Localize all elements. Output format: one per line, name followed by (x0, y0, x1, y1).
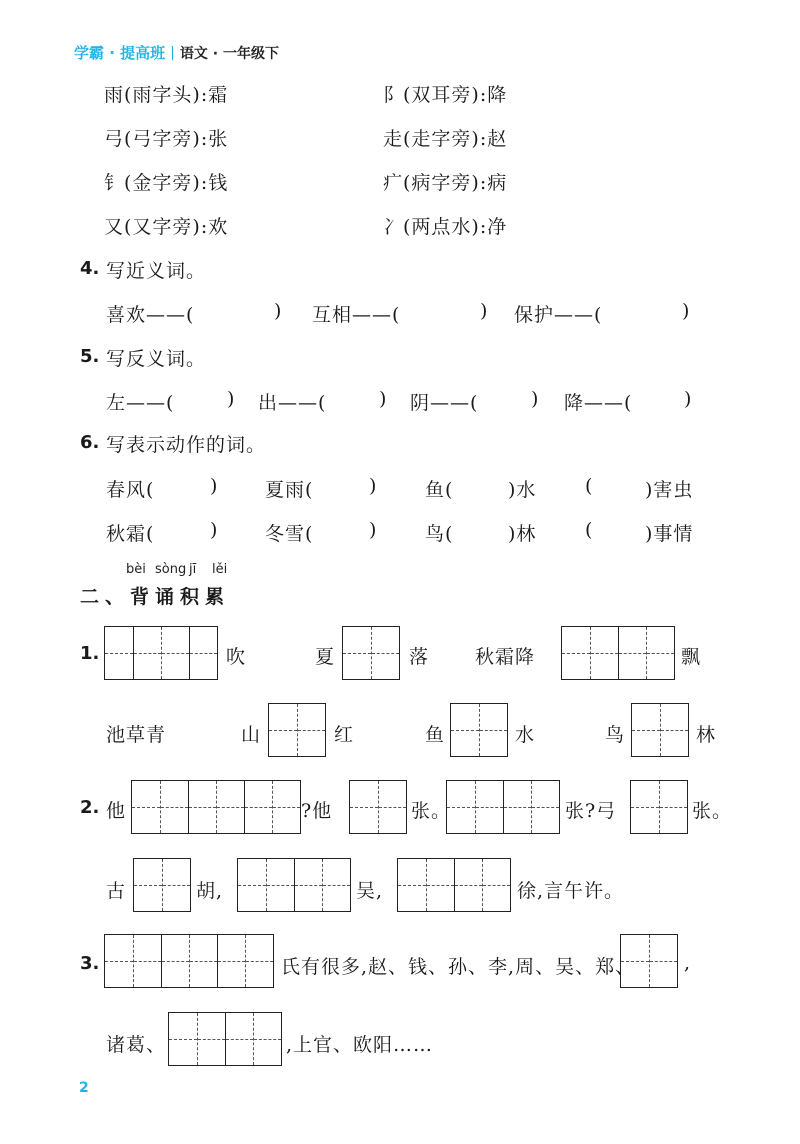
antonym-prompt: 出——( (258, 392, 327, 414)
radical-item: 疒(病字旁):病 (383, 172, 508, 194)
radical-item: 雨(雨字头):霜 (104, 84, 229, 106)
pinyin: jī (189, 562, 197, 577)
poem-text: 鸟 (605, 724, 626, 746)
radical-item: 走(走字旁):赵 (383, 128, 508, 150)
subject-label: 语文 · 一年级下 (179, 45, 279, 62)
answer-grid[interactable] (561, 626, 675, 680)
question-title: 写反义词。 (106, 348, 207, 370)
poem-text: 吹 (226, 646, 247, 668)
answer-grid[interactable] (397, 858, 511, 912)
action-prompt: )事情 (645, 523, 694, 545)
answer-grid[interactable] (620, 934, 678, 988)
header-divider: | (170, 44, 175, 61)
paren-close: ) (531, 388, 540, 410)
verse-text: ?他 (301, 800, 333, 822)
poem-text: 夏 (315, 646, 336, 668)
question-number: 1. (80, 643, 100, 664)
answer-grid[interactable] (446, 780, 560, 834)
radical-item: 钅(金字旁):钱 (104, 172, 229, 194)
paren-open: ( (585, 475, 594, 497)
answer-grid[interactable] (237, 858, 351, 912)
synonym-prompt: 喜欢——( (106, 304, 195, 326)
poem-text: 鱼 (425, 724, 446, 746)
answer-grid[interactable] (168, 1012, 282, 1066)
answer-grid[interactable] (133, 858, 191, 912)
action-prompt: 秋霜( (106, 523, 155, 545)
answer-grid[interactable] (104, 934, 274, 988)
verse-text: 氏有很多,赵、钱、孙、李,周、吴、郑、 (281, 956, 636, 978)
paren-close: ) (379, 388, 388, 410)
page-header (74, 42, 279, 63)
verse-text: 张。 (411, 800, 452, 822)
poem-text: 红 (334, 724, 355, 746)
verse-text: 张?弓 (565, 800, 617, 822)
answer-grid[interactable] (268, 703, 326, 757)
question-number: 2. (80, 797, 100, 818)
paren-close: ) (227, 388, 236, 410)
answer-grid[interactable] (131, 780, 301, 834)
paren-close: ) (369, 475, 378, 497)
radical-item: 阝(双耳旁):降 (383, 84, 508, 106)
action-prompt: )害虫 (645, 479, 694, 501)
question-title: 写近义词。 (106, 260, 207, 282)
radical-item: 冫(两点水):净 (383, 216, 508, 238)
verse-text: 古 (106, 880, 127, 902)
pinyin: bèi (126, 562, 146, 577)
poem-text: 落 (409, 646, 430, 668)
paren-open: ( (585, 519, 594, 541)
page-number: 2 (79, 1080, 89, 1096)
paren-close: ) (369, 519, 378, 541)
verse-text: 他 (106, 800, 127, 822)
action-prompt: 鸟( (425, 523, 454, 545)
radical-item: 弓(弓字旁):张 (104, 128, 229, 150)
paren-close: ) (682, 300, 691, 322)
section-title: 二、背诵积累 (80, 586, 231, 608)
action-prompt: 冬雪( (265, 523, 314, 545)
question-number: 5. (80, 346, 100, 367)
verse-text: 徐,言午许。 (517, 880, 625, 902)
poem-text: 林 (696, 724, 717, 746)
answer-grid[interactable] (450, 703, 508, 757)
verse-text: 吴, (356, 880, 384, 902)
antonym-prompt: 阴——( (410, 392, 479, 414)
poem-text: 水 (515, 724, 536, 746)
verse-text: 诸葛、 (106, 1034, 167, 1056)
pinyin: lěi (212, 562, 228, 577)
verse-text: 张。 (692, 800, 733, 822)
question-title: 写表示动作的词。 (106, 434, 267, 456)
verse-text: , (684, 952, 692, 974)
answer-grid[interactable] (630, 780, 688, 834)
synonym-prompt: 互相——( (312, 304, 401, 326)
paren-close: ) (480, 300, 489, 322)
verse-text: ,上官、欧阳…… (286, 1034, 434, 1056)
pinyin: sòng (155, 562, 187, 577)
poem-text: 飘 (681, 646, 702, 668)
paren-close: ) (274, 300, 283, 322)
poem-text: 秋霜降 (475, 646, 536, 668)
action-prompt: )水 (508, 479, 537, 501)
radical-item: 又(又字旁):欢 (104, 216, 229, 238)
answer-grid[interactable] (342, 626, 400, 680)
answer-grid[interactable] (631, 703, 689, 757)
synonym-prompt: 保护——( (514, 304, 603, 326)
poem-text: 池草青 (106, 724, 167, 746)
action-prompt: )林 (508, 523, 537, 545)
poem-text: 山 (241, 724, 262, 746)
brand-label: 学霸 · 提高班 (74, 44, 166, 62)
action-prompt: 春风( (106, 479, 155, 501)
antonym-prompt: 左——( (106, 392, 175, 414)
answer-grid[interactable] (104, 626, 218, 680)
question-number: 3. (80, 953, 100, 974)
action-prompt: 夏雨( (265, 479, 314, 501)
question-number: 4. (80, 258, 100, 279)
answer-grid[interactable] (349, 780, 407, 834)
paren-close: ) (210, 475, 219, 497)
antonym-prompt: 降——( (564, 392, 633, 414)
paren-close: ) (210, 519, 219, 541)
question-number: 6. (80, 432, 100, 453)
paren-close: ) (684, 388, 693, 410)
verse-text: 胡, (196, 880, 224, 902)
action-prompt: 鱼( (425, 479, 454, 501)
